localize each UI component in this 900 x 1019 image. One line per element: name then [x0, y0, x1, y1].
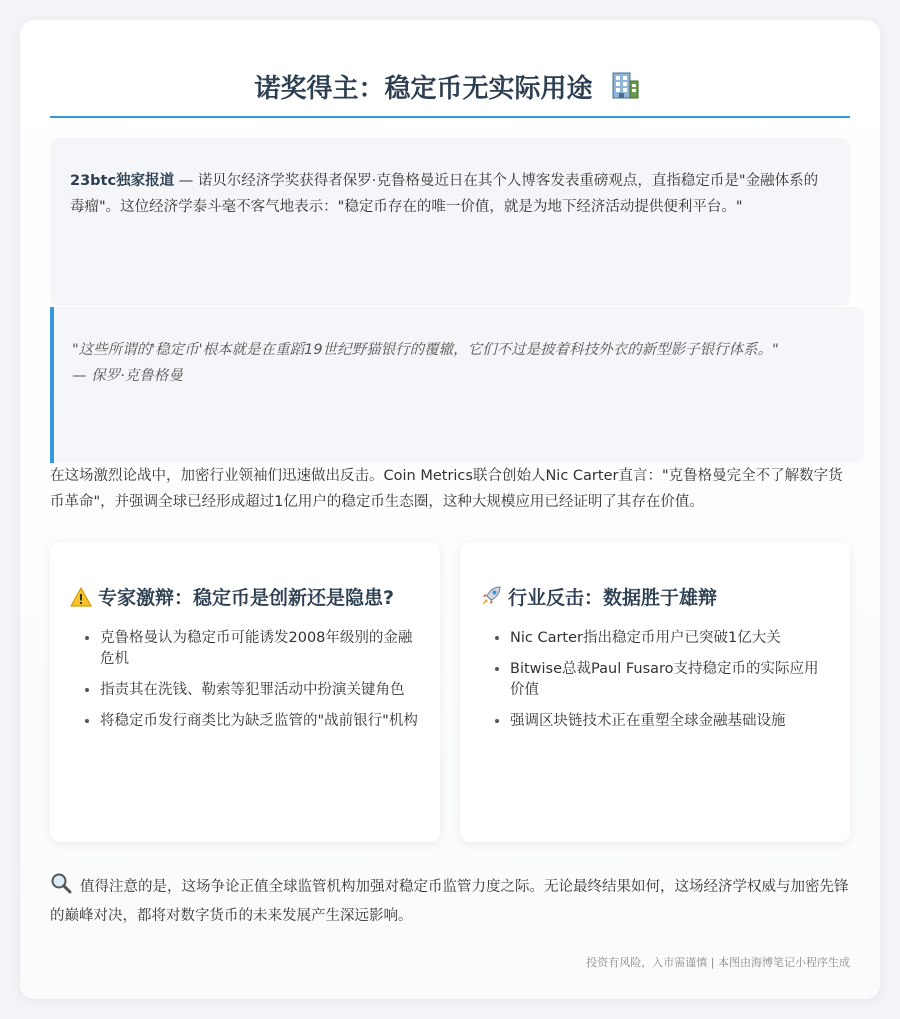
industry-response-box	[460, 542, 850, 842]
intro-text: — 诺贝尔经济学奖获得者保罗·克鲁格曼近日在其个人博客发表重磅观点，直指稳定币是"金融体系的毒瘤"。这位经济学泰斗毫不客气地表示："稳定币存在的唯一价值，就是为地下经济活动提供便利平台。"	[70, 173, 819, 215]
quote-block	[50, 307, 864, 463]
industry-response-title: 行业反击：数据胜于雄辩	[508, 587, 718, 609]
intro-source: 23btc独家报道	[70, 173, 175, 189]
page-title-text: 诺奖得主：稳定币无实际用途	[254, 74, 593, 104]
magnifier-icon	[50, 872, 72, 903]
expert-debate-heading	[70, 584, 420, 616]
quote-attribution: — 保罗·克鲁格曼	[72, 368, 183, 384]
list-item: • 指责其在洗钱、勒索等犯罪活动中扮演关键角色	[100, 680, 420, 701]
list-item: • 将稳定币发行商类比为缺乏监管的"战前银行"机构	[100, 711, 420, 732]
office-building-icon	[610, 70, 640, 111]
intro-panel	[50, 138, 850, 306]
title-divider	[50, 116, 850, 118]
warning-icon	[70, 587, 92, 616]
expert-debate-title: 专家激辩：稳定币是创新还是隐患?	[98, 587, 395, 609]
industry-response-list	[480, 628, 830, 732]
disclaimer: 投资有风险，入市需谨慎 | 本图由海博笔记小程序生成	[586, 956, 850, 969]
rocket-icon	[480, 585, 502, 616]
closing-text: 值得注意的是，这场争论正值全球监管机构加强对稳定币监管力度之际。无论最终结果如何，这场经济学权威与加密先锋的巅峰对决，都将对数字货币的未来发展产生深远影响。	[50, 879, 849, 924]
expert-debate-box	[50, 542, 440, 842]
body-paragraph: 在这场激烈论战中，加密行业领袖们迅速做出反击。Coin Metrics联合创始人Nic Carter直言："克鲁格曼完全不了解数字货币革命"，并强调全球已经形成超过1亿用户的稳定币生态圈，这种大规模应用已经证明了其存在价值。	[50, 468, 843, 510]
list-item: • 克鲁格曼认为稳定币可能诱发2008年级别的金融危机	[100, 628, 420, 670]
quote-text: "这些所谓的'稳定币'根本就是在重蹈19世纪野猫银行的覆辙，它们不过是披着科技外衣的新型影子银行体系。"	[72, 342, 779, 358]
industry-response-heading	[480, 584, 830, 616]
closing-note	[50, 872, 850, 929]
article-card	[20, 20, 880, 999]
list-item: • 强调区块链技术正在重塑全球金融基础设施	[510, 711, 830, 732]
page-title	[50, 70, 850, 111]
list-item: • Nic Carter指出稳定币用户已突破1亿大关	[510, 628, 830, 649]
expert-debate-list	[70, 628, 420, 732]
list-item: • Bitwise总裁Paul Fusaro支持稳定币的实际应用价值	[510, 659, 830, 701]
